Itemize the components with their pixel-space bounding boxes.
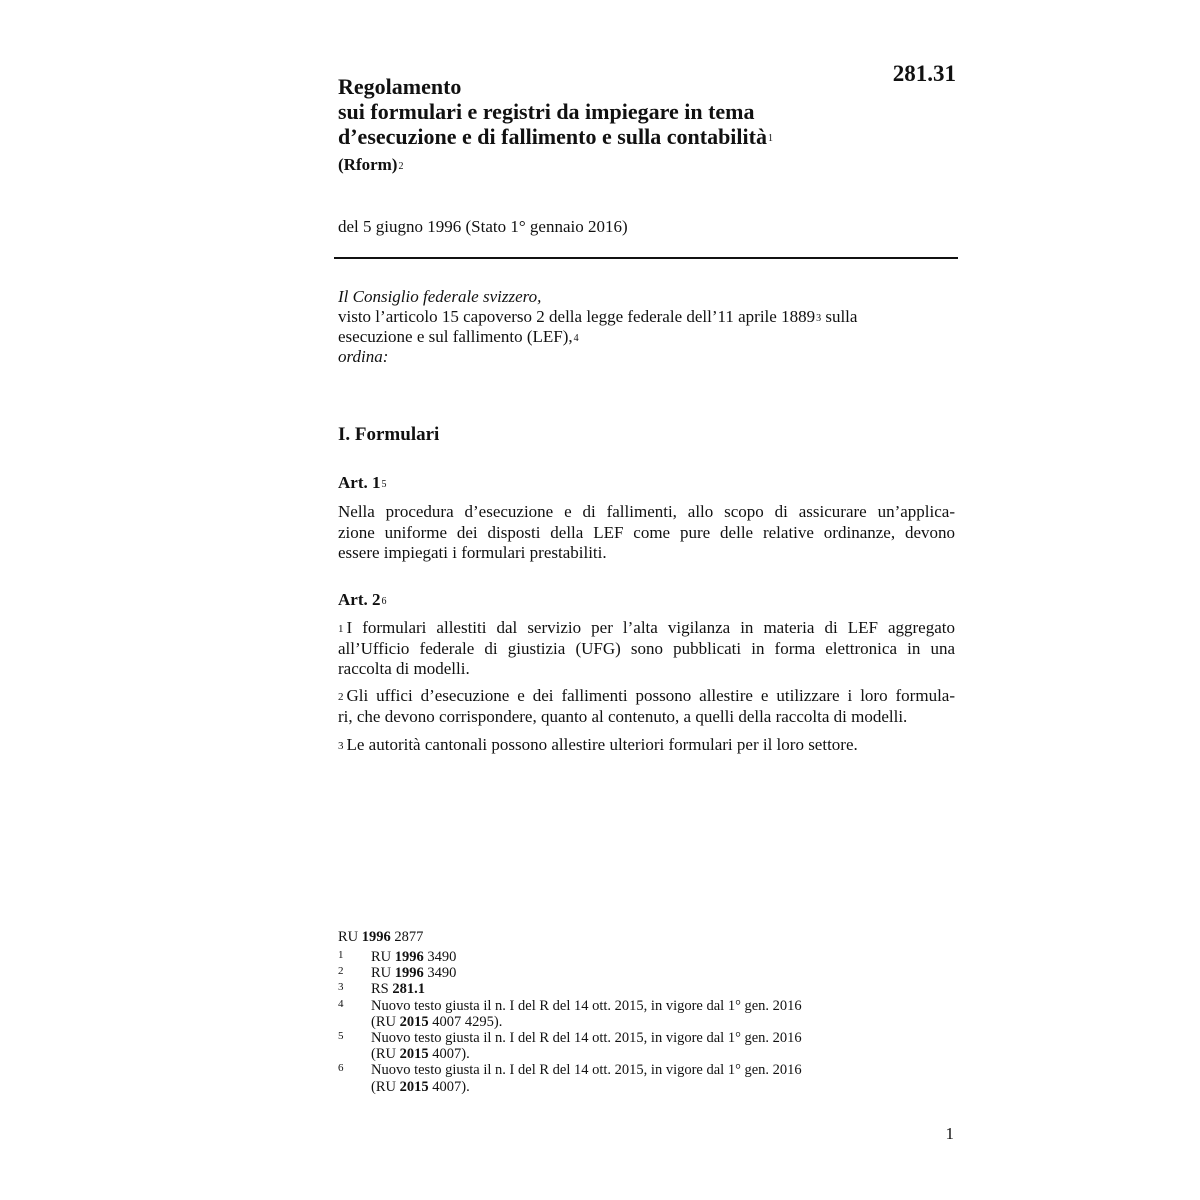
text-line: all’Ufficio federale di giustizia (UFG) sono pubblicati in forma elettronica in una (338, 638, 955, 658)
ordina: ordina: (338, 347, 389, 366)
footnote-number: 6 (338, 1062, 344, 1075)
article-1-text (338, 502, 955, 564)
article-2-paragraph-3 (338, 735, 955, 756)
footnote-bold: 2015 (399, 1046, 429, 1063)
footnote-pre: (RU (371, 1078, 400, 1095)
footnote-number: 3 (338, 981, 344, 994)
text-line-content: Gli uffici d’esecuzione e dei fallimenti possono allestire e utilizzare i loro formula- (346, 686, 955, 705)
footnote-ref[interactable]: 6 (381, 596, 387, 607)
ru-reference (338, 929, 423, 945)
footnote-post: 4007 4295). (428, 1013, 503, 1030)
page-title (338, 74, 898, 149)
footnote (338, 981, 802, 997)
preamble-line (338, 307, 958, 327)
footnote-text: Nuovo testo giusta il n. I del R del 14 ott. 2015, in vigore dal 1° gen. 2016 (371, 997, 802, 1014)
footnote-ref[interactable]: 3 (816, 313, 822, 324)
footnote-pre: RU (371, 949, 395, 965)
title-line: sui formulari e registri da impiegare in tema (338, 99, 755, 124)
preamble-text: sulla (821, 307, 858, 326)
footnote-bold: 1996 (394, 949, 424, 965)
ru-prefix: RU (338, 929, 362, 945)
footnote-pre: RU (371, 965, 395, 982)
footnote-ref[interactable]: 4 (573, 333, 579, 344)
text-line: raccolta di modelli. (338, 659, 470, 678)
preamble-text: esecuzione e sul fallimento (LEF), (338, 327, 573, 346)
footnote (338, 998, 802, 1030)
ru-page: 2877 (390, 929, 424, 945)
preamble-line (338, 327, 958, 347)
footnote-pre: (RU (371, 1046, 400, 1063)
page-number: 1 (945, 1124, 954, 1143)
footnote (338, 1030, 802, 1062)
footnote-post: 4007). (428, 1078, 470, 1095)
article-2-paragraph-1 (338, 618, 955, 680)
footnote-post: 3490 (423, 965, 457, 982)
footnote (338, 1062, 802, 1094)
article-2-heading (338, 589, 386, 611)
preamble-text: visto l’articolo 15 capoverso 2 della legge federale dell’11 aprile 1889 (338, 307, 816, 326)
footnotes (338, 949, 802, 1095)
text-line-content: Le autorità cantonali possono allestire ulteriori formulari per il loro settore. (346, 735, 858, 754)
footnote-ref[interactable]: 1 (767, 133, 773, 144)
text-line (338, 686, 955, 707)
short-title-text: (Rform) (338, 155, 398, 174)
authority: Il Consiglio federale svizzero, (338, 287, 542, 306)
footnote-ref[interactable]: 5 (381, 479, 387, 490)
footnote-number: 1 (338, 949, 344, 961)
footnote-bold: 1996 (394, 965, 424, 982)
title-line-text: d’esecuzione e di fallimento e sulla contabilità (338, 124, 767, 149)
text-line (338, 618, 955, 639)
footnote-bold: 281.1 (392, 981, 425, 998)
preamble (338, 287, 958, 367)
ru-year: 1996 (361, 929, 391, 945)
text-line-content: I formulari allestiti dal servizio per l’alta vigilanza in materia di LEF aggregato (346, 618, 955, 637)
text-line: zione uniforme dei disposti della LEF come pure delle relative ordinanze, devono (338, 522, 955, 542)
short-title (338, 154, 403, 176)
article-2-paragraph-2 (338, 686, 955, 727)
text-line: Nella procedura d’esecuzione e di fallimenti, allo scopo di assicurare un’applica- (338, 502, 955, 521)
article-1-heading (338, 472, 386, 494)
title-line (338, 124, 898, 149)
footnote-text: Nuovo testo giusta il n. I del R del 14 ott. 2015, in vigore dal 1° gen. 2016 (371, 1062, 802, 1079)
article-title: Art. 2 (338, 590, 381, 609)
footnote-number: 4 (338, 997, 344, 1010)
title-line: Regolamento (338, 74, 462, 99)
header-divider (334, 257, 958, 259)
footnote-bold: 2015 (399, 1078, 429, 1095)
footnote-pre: RS (371, 981, 393, 998)
paragraph-number: 1 (338, 623, 344, 635)
text-line: ri, che devono corrispondere, quanto al contenuto, a quelli della raccolta di modelli. (338, 706, 908, 726)
paragraph-number: 3 (338, 740, 344, 752)
document-number: 281.31 (892, 61, 956, 86)
footnote (338, 965, 802, 981)
footnote-text: Nuovo testo giusta il n. I del R del 14 ott. 2015, in vigore dal 1° gen. 2016 (371, 1030, 802, 1047)
footnote-post: 4007). (428, 1046, 470, 1063)
footnote-number: 2 (338, 965, 344, 978)
footnote-post: 3490 (423, 949, 457, 965)
footnote-number: 5 (338, 1030, 344, 1043)
footnote-ref[interactable]: 2 (398, 161, 404, 172)
paragraph-number: 2 (338, 691, 344, 703)
text-line: essere impiegati i formulari prestabiliti. (338, 543, 607, 562)
enactment-date: del 5 giugno 1996 (Stato 1° gennaio 2016) (338, 217, 628, 236)
footnote-pre: (RU (371, 1013, 400, 1030)
article-title: Art. 1 (338, 473, 381, 492)
footnote-bold: 2015 (399, 1013, 429, 1030)
footnote (338, 949, 802, 965)
section-heading: I. Formulari (338, 424, 440, 445)
text-line (338, 735, 955, 756)
